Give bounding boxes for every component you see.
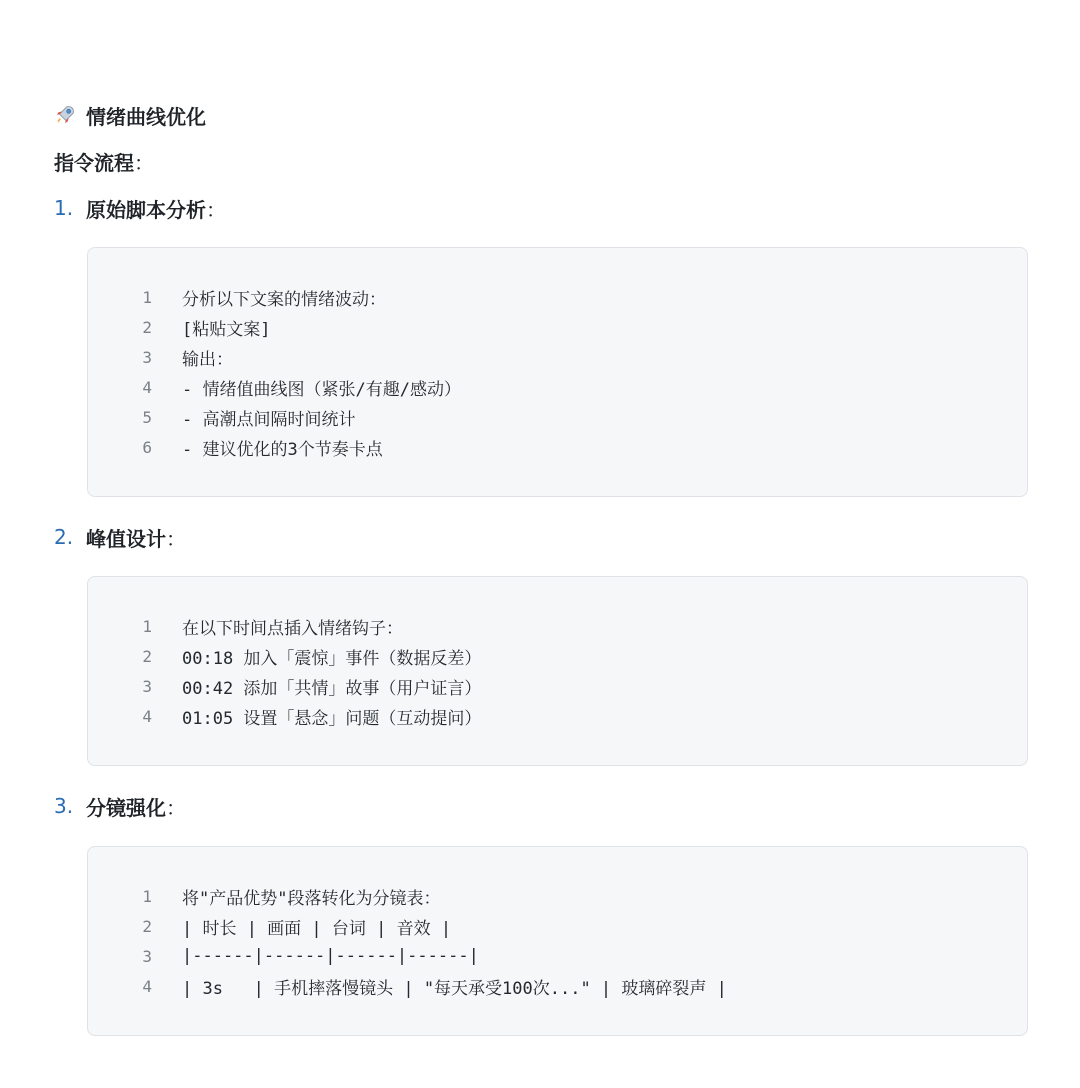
code-text: 在以下时间点插入情绪钩子： (182, 618, 403, 639)
code-line (88, 432, 1027, 462)
step-colon: ： (166, 795, 186, 820)
step-3-heading (54, 791, 186, 821)
step-number: 3. (54, 794, 74, 818)
flow-label-text: 指令流程 (54, 150, 134, 175)
line-number: 4 (142, 377, 152, 397)
step-label: 分镜强化 (86, 795, 166, 820)
code-text: - 情绪值曲线图（紧张/有趣/感动） (182, 379, 461, 400)
flow-label (54, 146, 154, 176)
step-number: 1. (54, 196, 74, 220)
code-text: |------|------|------|------| (182, 946, 479, 966)
code-text: | 时长 | 画面 | 台词 | 音效 | (182, 918, 452, 939)
line-number: 6 (142, 437, 152, 457)
line-number: 3 (142, 676, 152, 696)
step-1-heading (54, 193, 226, 223)
code-text: [粘贴文案] (182, 319, 271, 340)
line-number: 4 (142, 706, 152, 726)
line-number: 4 (142, 976, 152, 996)
step-colon: ： (166, 526, 186, 551)
code-block-1 (87, 247, 1028, 497)
code-line (88, 402, 1027, 432)
line-number: 1 (142, 287, 152, 307)
code-line (88, 971, 1027, 1001)
line-number: 2 (142, 916, 152, 936)
code-text: 输出： (182, 349, 233, 370)
step-colon: ： (206, 197, 226, 222)
code-line (88, 342, 1027, 372)
code-line (88, 282, 1027, 312)
code-text: - 建议优化的3个节奏卡点 (182, 439, 383, 460)
section-title (54, 100, 206, 130)
code-line (88, 312, 1027, 342)
line-number: 2 (142, 317, 152, 337)
code-line (88, 372, 1027, 402)
code-text: 分析以下文案的情绪波动： (182, 289, 386, 310)
step-number: 2. (54, 525, 74, 549)
step-label: 原始脚本分析 (86, 197, 206, 222)
step-label: 峰值设计 (86, 526, 166, 551)
code-text: 00:18 加入「震惊」事件（数据反差） (182, 648, 482, 669)
rocket-icon (54, 104, 76, 126)
code-line (88, 701, 1027, 731)
code-text: 将"产品优势"段落转化为分镜表： (182, 888, 441, 909)
line-number: 5 (142, 407, 152, 427)
code-text: 01:05 设置「悬念」问题（互动提问） (182, 708, 482, 729)
code-line (88, 611, 1027, 641)
code-block-3 (87, 846, 1028, 1036)
code-line (88, 911, 1027, 941)
code-line (88, 671, 1027, 701)
line-number: 3 (142, 347, 152, 367)
code-block-2 (87, 576, 1028, 766)
code-line (88, 641, 1027, 671)
line-number: 3 (142, 946, 152, 966)
step-2-heading (54, 522, 186, 552)
line-number: 1 (142, 616, 152, 636)
section-title-text: 情绪曲线优化 (86, 104, 206, 129)
line-number: 1 (142, 886, 152, 906)
flow-label-colon: ： (134, 150, 154, 175)
code-text: 00:42 添加「共情」故事（用户证言） (182, 678, 482, 699)
code-line (88, 881, 1027, 911)
code-text: - 高潮点间隔时间统计 (182, 409, 356, 430)
code-line (88, 941, 1027, 971)
line-number: 2 (142, 646, 152, 666)
code-text: | 3s | 手机摔落慢镜头 | "每天承受100次..." | 玻璃碎裂声 | (182, 978, 727, 999)
